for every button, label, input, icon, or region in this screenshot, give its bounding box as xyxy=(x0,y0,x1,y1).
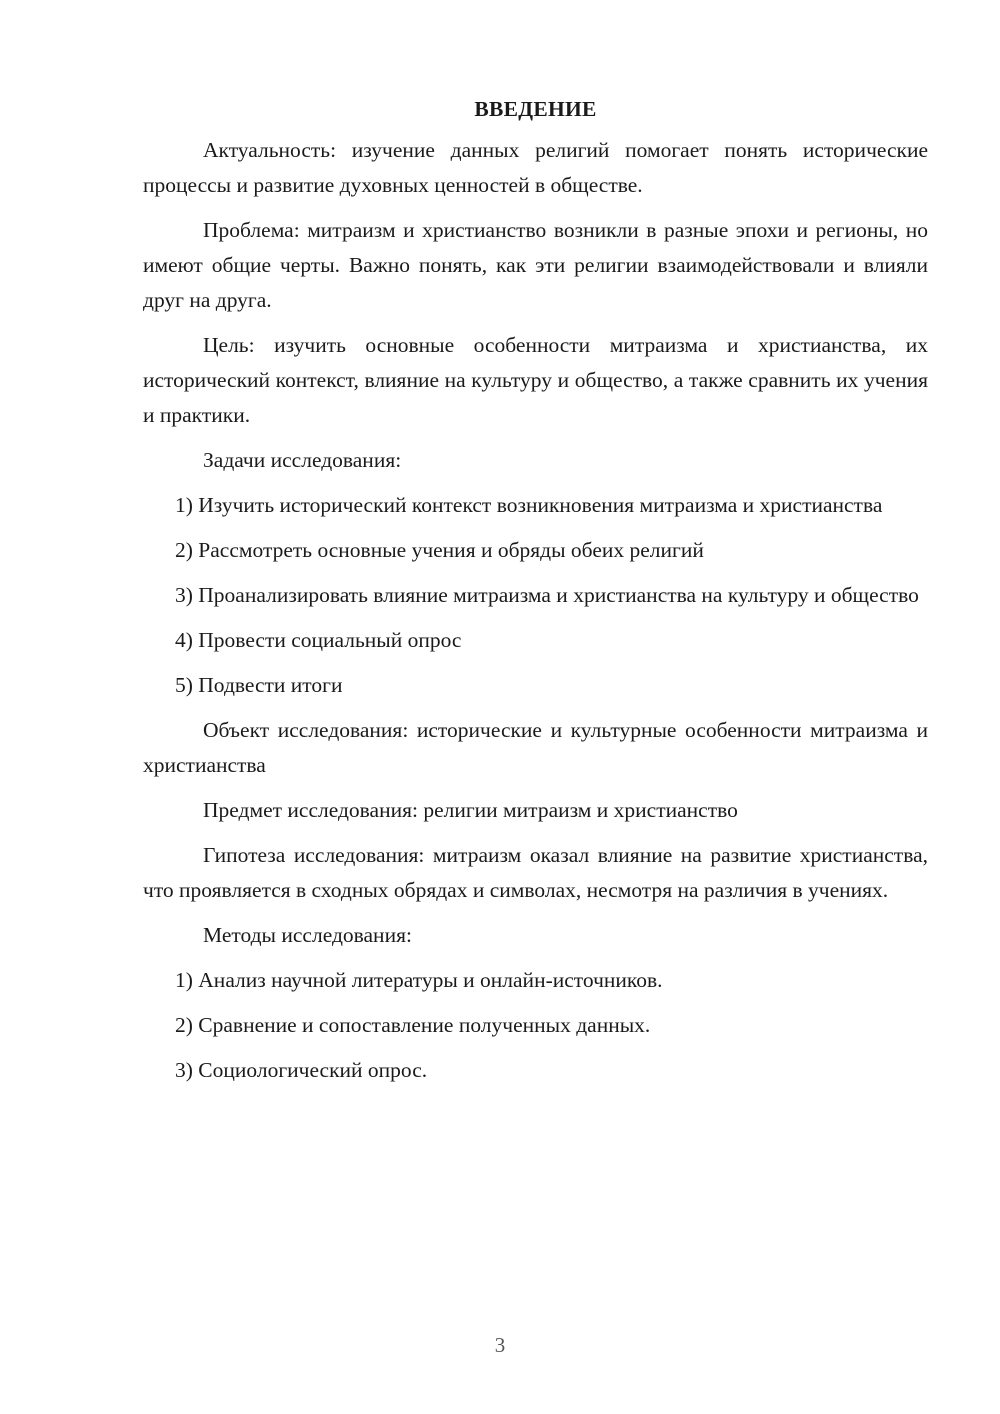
list-item-task-2: 2) Рассмотреть основные учения и обряды обеих религий xyxy=(175,538,704,562)
paragraph-hypothesis: Гипотеза исследования: митраизм оказал влияние на развитие христианства, что проявляется в сходных обрядах и символах, несмотря на различия в учениях. xyxy=(143,843,928,902)
list-item-method-1: 1) Анализ научной литературы и онлайн-источников. xyxy=(175,968,663,992)
list-item-task-5: 5) Подвести итоги xyxy=(175,673,343,697)
document-page xyxy=(143,92,928,1098)
list-item-method-2: 2) Сравнение и сопоставление полученных данных. xyxy=(175,1013,651,1037)
list-item-task-4: 4) Провести социальный опрос xyxy=(175,628,462,652)
paragraph-goal: Цель: изучить основные особенности митраизма и христианства, их исторический контекст, влияние на культуру и общество, а также сравнить их учения и практики. xyxy=(143,333,928,427)
section-title: ВВЕДЕНИЕ xyxy=(474,97,597,121)
paragraph-relevance: Актуальность: изучение данных религий помогает понять исторические процессы и развитие духовных ценностей в обществе. xyxy=(143,138,928,197)
paragraph-subject: Предмет исследования: религии митраизм и христианство xyxy=(203,798,738,822)
paragraph-tasks-heading: Задачи исследования: xyxy=(203,448,402,472)
paragraph-problem: Проблема: митраизм и христианство возникли в разные эпохи и регионы, но имеют общие черты. Важно понять, как эти религии взаимодействовали и влияли друг на друга. xyxy=(143,218,928,312)
paragraph-object: Объект исследования: исторические и культурные особенности митраизма и христианства xyxy=(143,718,928,777)
list-item-method-3: 3) Социологический опрос. xyxy=(175,1058,428,1082)
paragraph-methods-heading: Методы исследования: xyxy=(203,923,412,947)
list-item-task-1: 1) Изучить исторический контекст возникновения митраизма и христианства xyxy=(175,493,883,517)
page-number: 3 xyxy=(494,1333,506,1357)
list-item-task-3: 3) Проанализировать влияние митраизма и христианства на культуру и общество xyxy=(175,583,919,607)
